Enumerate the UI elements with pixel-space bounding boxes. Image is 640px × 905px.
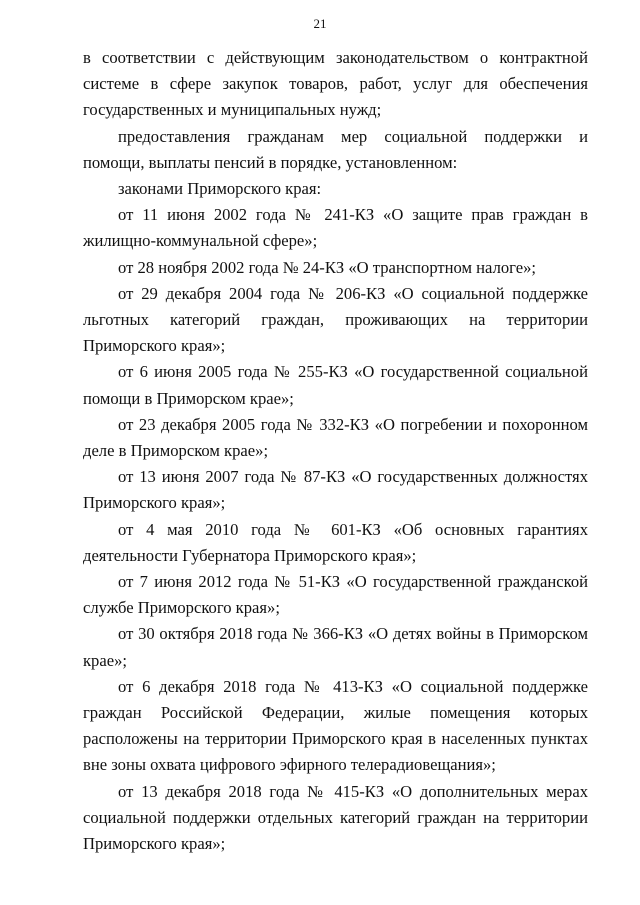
- paragraph-social-support-intro: предоставления гражданам мер социальной поддержки и помощи, выплаты пенсий в порядке, установленном:: [83, 126, 588, 172]
- law-item-332-kz: от 23 декабря 2005 года № 332-КЗ «О погребении и похоронном деле в Приморском крае»;: [83, 414, 588, 461]
- law-item-241-kz: от 11 июня 2002 года № 241-КЗ «О защите прав граждан в жилищно-коммунальной сфере»;: [83, 205, 588, 251]
- law-item-415-kz: от 13 декабря 2018 года № 415-КЗ «О дополнительных мерах социальной поддержки отдельных категорий граждан на территории Приморского края»;: [83, 781, 588, 854]
- law-item-51-kz: от 7 июня 2012 года № 51-КЗ «О государственной гражданской службе Приморского края»;: [83, 572, 588, 618]
- law-item-601-kz: от 4 мая 2010 года № 601-КЗ «Об основных гарантиях деятельности Губернатора Приморского края»;: [83, 519, 588, 565]
- law-item-366-kz: от 30 октября 2018 года № 366-КЗ «О детях войны в Приморском крае»;: [83, 624, 588, 670]
- law-item-87-kz: от 13 июня 2007 года № 87-КЗ «О государственных должностях Приморского края»;: [83, 467, 588, 513]
- law-item-24-kz: от 28 ноября 2002 года № 24-КЗ «О транспортном налоге»;: [118, 257, 537, 277]
- law-item-206-kz: от 29 декабря 2004 года № 206-КЗ «О социальной поддержке льготных категорий граждан, проживающих на территории Приморского края»;: [83, 283, 588, 356]
- paragraph-procurement-clause: в соответствии с действующим законодательством о контрактной системе в сфере закупок товаров, работ, услуг для обеспечения государственных и муниципальных нужд;: [83, 48, 588, 120]
- document-body: [83, 45, 588, 857]
- law-item-255-kz: от 6 июня 2005 года № 255-КЗ «О государственной социальной помощи в Приморском крае»;: [83, 362, 588, 408]
- page-number: 21: [313, 16, 327, 31]
- law-item-413-kz: от 6 декабря 2018 года № 413-КЗ «О социальной поддержке граждан Российской Федерации, жилые помещения которых расположены на территории Приморского края в населенных пунктах вне зоны охвата цифрового эфирного телерадиовещания»;: [83, 676, 588, 775]
- paragraph-laws-heading: законами Приморского края:: [118, 179, 322, 199]
